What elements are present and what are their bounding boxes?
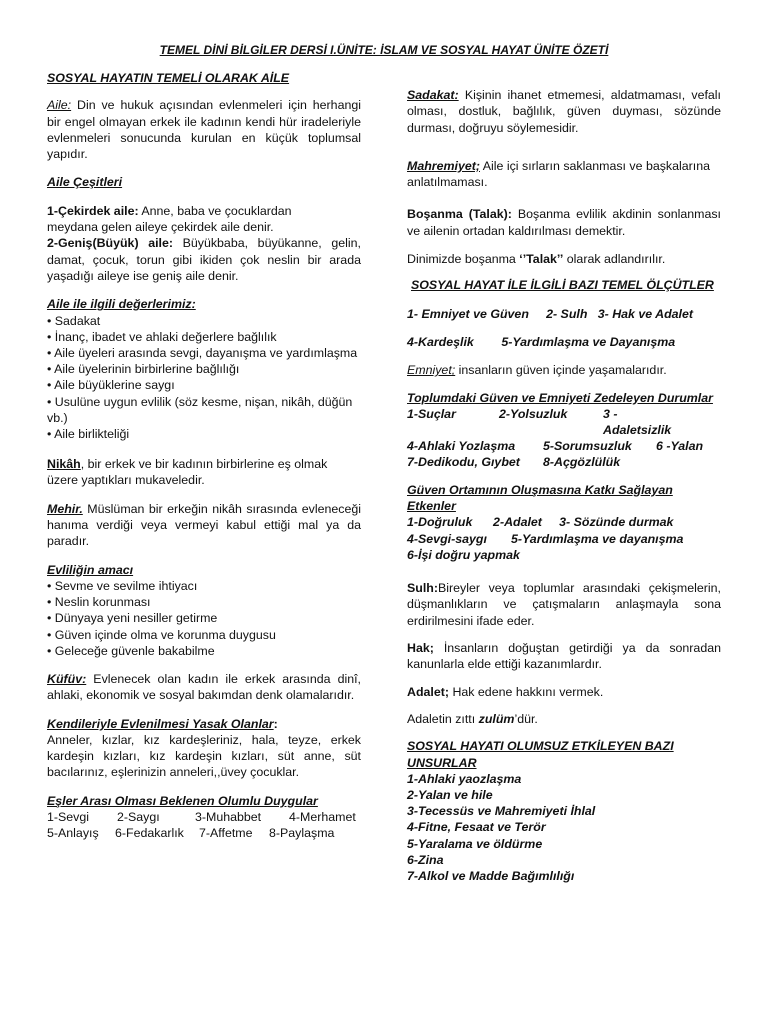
page-title: TEMEL DİNİ BİLGİLER DERSİ I.ÜNİTE: İSLAM VE SOSYAL HAYAT ÜNİTE ÖZETİ	[159, 43, 609, 57]
list-item: • Aile büyüklerine saygı	[47, 377, 361, 393]
list-item: 7-Affetme	[199, 826, 253, 841]
list-item: • Geleceğe güvenle bakabilme	[47, 643, 361, 659]
extended-family: 2-Geniş(Büyük) aile: Büyükbaba, büyükanne, gelin, damat, çocuk, torun gibi ikiden çok neslin bir arada yaşadığı aileye ise geniş aile denir.	[47, 236, 361, 283]
emniyet-definition: Emniyet; insanların güven içinde yaşamalarıdır.	[407, 363, 667, 378]
feelings-heading: Eşler Arası Olması Beklenen Olumlu Duygular	[47, 793, 318, 808]
forbidden-heading: Kendileriyle Evlenilmesi Yasak Olanlar:	[47, 716, 278, 731]
list-item: 3-Tecessüs ve Mahremiyeti İhlal	[407, 804, 596, 819]
list-item	[663, 406, 723, 438]
kufuv-definition: Küfüv: Evlenecek olan kadın ile erkek arasında dinî, ahlaki, ekonomik ve sosyal bakımdan denk olamalarıdır.	[47, 671, 361, 703]
list-item: • Sevme ve sevilme ihtiyacı	[47, 578, 361, 594]
forbidden-text: Anneler, kızlar, kız kardeşleriniz, hala, teyze, erkek kardeşin kızları, kız kardeşin kızları, süt anne, süt bacılarınız, eşlerinizin anneleri,,üvey çocuklar.	[47, 732, 361, 780]
mahremiyet-definition: Mahremiyet; Aile içi sırların saklanması ve başkalarına anlatılmaması.	[407, 158, 711, 190]
list-item: 4-Merhamet	[289, 810, 356, 825]
trust-factors-row: 6-İşi doğru yapmak	[407, 547, 520, 562]
trust-factors-heading: Güven Ortamının Oluşmasına Katkı Sağlayan Etkenler	[407, 482, 673, 513]
list-item: 4-Fitne, Fesaat ve Terör	[407, 820, 546, 835]
talak-note: Dinimizde boşanma ‘’Talak’’ olarak adlandırılır.	[407, 252, 666, 267]
criteria-heading: SOSYAL HAYAT İLE İLGİLİ BAZI TEMEL ÖLÇÜTLER	[411, 278, 714, 293]
list-item: • İnanç, ibadet ve ahlaki değerlere bağlılık	[47, 329, 361, 345]
sadakat-definition: Sadakat: Kişinin ihanet etmemesi, aldatmaması, vefalı olması, dostluk, bağlılık, güven duyması, sözünde durması, doğruyu söylemesidir.	[407, 88, 721, 135]
list-item: 8-Paylaşma	[269, 826, 335, 841]
right-column	[407, 87, 721, 884]
list-item: 3 -Adaletsizlik	[603, 406, 672, 438]
family-types-heading: Aile Çeşitleri	[47, 175, 123, 190]
negative-factors-list	[407, 771, 721, 884]
feelings-row	[47, 825, 361, 841]
sulh-definition: Sulh:Bireyler veya toplumlar arasındaki çekişmelerin, düşmanlıkların ve çatışmaların anlaşmayla sona erdirilmesini ifade eder.	[407, 581, 721, 628]
list-item: • Neslin korunması	[47, 594, 361, 610]
left-column	[47, 70, 361, 841]
mehir-definition: Mehir. Müslüman bir erkeğin nikâh sırasında evleneceği hanıma verdiği veya vermeyi kabul ettiği mal ya da paradır.	[47, 501, 361, 549]
values-list	[47, 313, 361, 443]
nuclear-family: 1-Çekirdek aile: Anne, baba ve çocuklardan meydana gelen aileye çekirdek aile denir.	[47, 203, 292, 235]
family-heading: SOSYAL HAYATIN TEMELİ OLARAK AİLE	[47, 71, 290, 85]
nikah-definition: Nikâh, bir erkek ve bir kadının birbirlerine eş olmak üzere yaptıkları mukaveledir.	[47, 457, 328, 488]
list-item: 2-Yalan ve hile	[407, 788, 493, 803]
criteria-row: 4-Kardeşlik 5-Yardımlaşma ve Dayanışma	[407, 334, 676, 349]
list-item: • Usulüne uygun evlilik (söz kesme, nişan, nikâh, düğün vb.)	[47, 394, 361, 426]
zulum-note: Adaletin zıttı zulüm’dür.	[407, 711, 538, 726]
list-item: 1-Ahlaki yaozlaşma	[407, 771, 522, 786]
list-item: 6 -Yalan	[656, 439, 704, 454]
list-item: 6-Fedakarlık	[115, 826, 184, 841]
list-item: 1-Sevgi	[47, 810, 90, 825]
list-item: • Aile birlikteliği	[47, 426, 361, 442]
list-item: 5-Sorumsuzluk	[543, 439, 632, 454]
feelings-row	[47, 809, 361, 825]
list-item: 1-Suçlar	[407, 406, 456, 421]
trust-factors-row: 1-Doğruluk 2-Adalet 3- Sözünde durmak	[407, 515, 674, 530]
list-item: • Güven içinde olma ve korunma duygusu	[47, 627, 361, 643]
list-item: • Aile üyeleri arasında sevgi, dayanışma ve yardımlaşma	[47, 345, 361, 361]
list-item: • Sadakat	[47, 313, 361, 329]
adalet-definition: Adalet; Hak edene hakkını vermek.	[407, 684, 604, 699]
list-item: 7-Alkol ve Madde Bağımlılığı	[407, 869, 575, 884]
list-item: 2-Saygı	[117, 810, 160, 825]
criteria-row: 1- Emniyet ve Güven 2- Sulh 3- Hak ve Adalet	[407, 306, 693, 321]
threats-heading: Toplumdaki Güven ve Emniyeti Zedeleyen Durumlar	[407, 390, 713, 405]
list-item: 8-Açgözlülük	[543, 455, 621, 470]
list-item: 4-Ahlaki Yozlaşma	[407, 439, 516, 454]
negative-factors-heading: SOSYAL HAYATI OLUMSUZ ETKİLEYEN BAZI UNSURLAR	[407, 739, 674, 770]
hak-definition: Hak; İnsanların doğuştan getirdiği ya da sonradan kanunlarla elde ettiği kazanımlardır.	[407, 641, 721, 672]
bosanma-definition: Boşanma (Talak): Boşanma evlilik akdinin sonlanması ve ailenin ortadan kaldırılması demektir.	[407, 207, 721, 238]
marriage-purpose-heading: Evliliğin amacı	[47, 562, 134, 577]
list-item: 2-Yolsuzluk	[499, 406, 568, 421]
list-item: 5-Yaralama ve öldürme	[407, 836, 543, 851]
list-item: 7-Dedikodu, Gıybet	[407, 455, 520, 470]
list-item: • Dünyaya yeni nesiller getirme	[47, 610, 361, 626]
list-item: 6-Zina	[407, 852, 444, 867]
list-item: • Aile üyelerinin birbirlerine bağlılığı	[47, 361, 361, 377]
purpose-list	[47, 578, 361, 659]
threats-grid	[407, 438, 721, 454]
trust-factors-row: 4-Sevgi-saygı 5-Yardımlaşma ve dayanışma	[407, 531, 684, 546]
aile-definition: Aile: Din ve hukuk açısından evlenmeleri için herhangi bir engel olmayan erkek ile kadının kendi hür iradeleriyle evlenmeleri sonucunda kurulan en küçük toplumsal yapıdır.	[47, 98, 361, 162]
list-item: 3-Muhabbet	[195, 810, 262, 825]
list-item: 5-Anlayış	[47, 826, 99, 841]
threats-grid	[407, 406, 721, 438]
values-heading: Aile ile ilgili değerlerimiz:	[47, 297, 196, 312]
threats-grid	[407, 454, 721, 470]
